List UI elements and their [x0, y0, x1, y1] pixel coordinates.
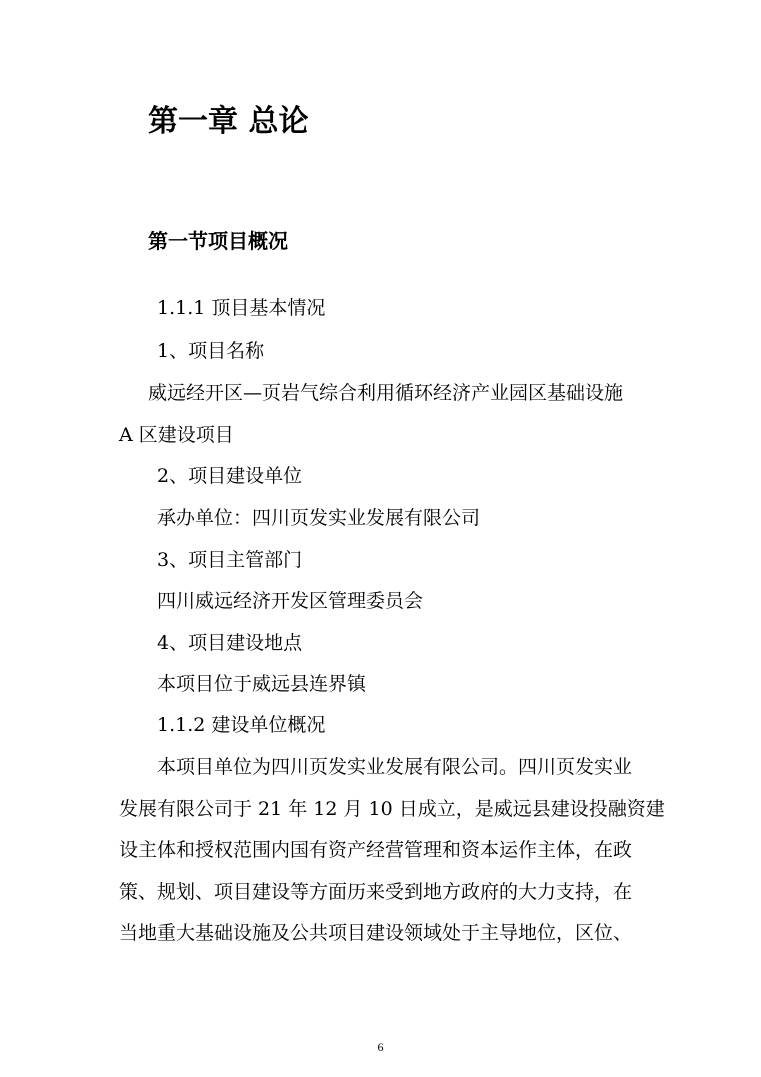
paragraph-line: 本项目单位为四川页发实业发展有限公司。四川页发实业 — [157, 756, 633, 778]
paragraph-line: 四川威远经济开发区管理委员会 — [157, 590, 424, 612]
item-heading-project-name: 1、项目名称 — [157, 340, 265, 362]
paragraph-line: 当地重大基础设施及公共项目建设领域处于主导地位，区位、 — [119, 922, 633, 944]
subsection-heading-1-1-2: 1.1.2 建设单位概况 — [157, 714, 326, 736]
paragraph-line: 发展有限公司于 21 年 12 月 10 日成立，是威远县建设投融资建 — [119, 798, 665, 820]
paragraph-line: 设主体和授权范围内国有资产经营管理和资本运作主体，在政 — [119, 839, 633, 861]
chapter-title: 第一章 总论 — [148, 104, 309, 139]
paragraph-line: 承办单位：四川页发实业发展有限公司 — [157, 507, 481, 529]
section-title: 第一节项目概况 — [148, 229, 288, 253]
paragraph-line: 威远经开区—页岩气综合利用循环经济产业园区基础设施 — [148, 382, 624, 404]
paragraph-line: 本项目位于威远县连界镇 — [157, 673, 367, 695]
page-number: 6 — [377, 1040, 384, 1054]
paragraph-line: A 区建设项目 — [119, 424, 234, 446]
item-heading-location: 4、项目建设地点 — [157, 632, 303, 654]
paragraph-line: 策、规划、项目建设等方面历来受到地方政府的大力支持，在 — [119, 881, 633, 903]
item-heading-construction-unit: 2、项目建设单位 — [157, 465, 303, 487]
item-heading-authority: 3、项目主管部门 — [157, 549, 303, 571]
subsection-heading-1-1-1: 1.1.1 顶目基本情况 — [157, 297, 326, 319]
